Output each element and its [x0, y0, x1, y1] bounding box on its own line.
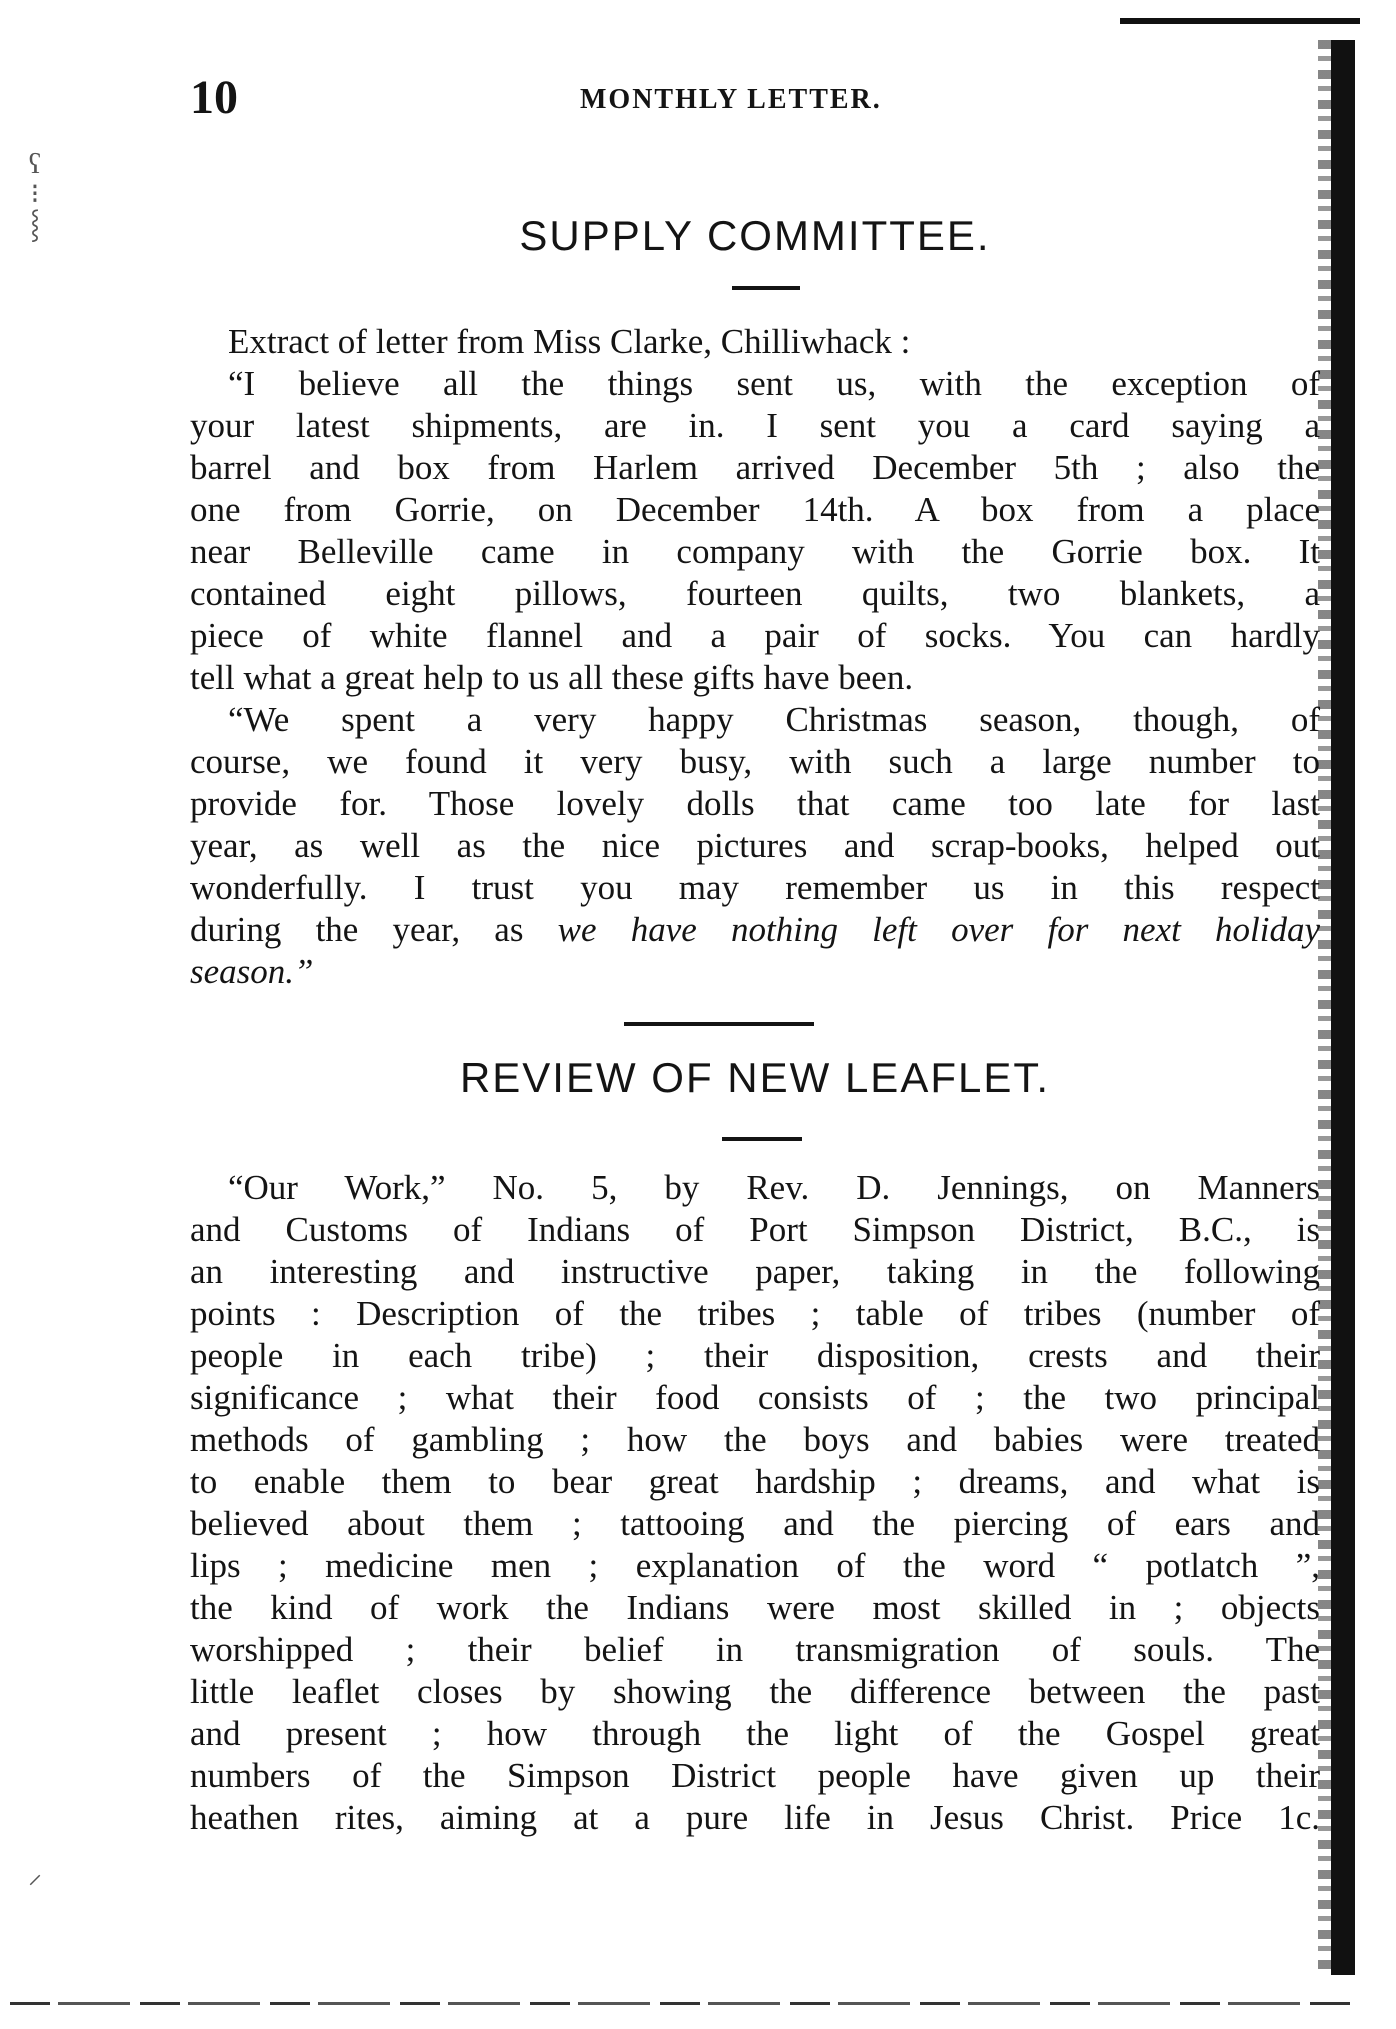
- text-line: barrel and box from Harlem arrived December 5th ; also the: [190, 448, 1320, 487]
- scan-margin-mark: ʕ ⁝ ⸾: [28, 149, 42, 240]
- text-line: points : Description of the tribes ; table of tribes (number of: [190, 1294, 1320, 1333]
- text-line: one from Gorrie, on December 14th. A box from a place: [190, 490, 1320, 529]
- text-line: course, we found it very busy, with such a large number to: [190, 742, 1320, 781]
- supply-committee-body: [190, 321, 1320, 993]
- text-line: little leaflet closes by showing the difference between the past: [190, 1672, 1320, 1711]
- section-divider: [624, 1022, 814, 1026]
- text-line: people in each tribe) ; their disposition, crests and their: [190, 1336, 1320, 1375]
- scan-bottom-edge-mark: [10, 2002, 1350, 2005]
- review-body: [190, 1167, 1320, 1839]
- text-run: during the year, as: [190, 910, 558, 949]
- text-line: “We spent a very happy Christmas season, though, of: [228, 700, 1320, 739]
- text-line: contained eight pillows, fourteen quilts, two blankets, a: [190, 574, 1320, 613]
- text-line: numbers of the Simpson District people have given up their: [190, 1756, 1320, 1795]
- text-line: your latest shipments, are in. I sent you a card saying a: [190, 406, 1320, 445]
- text-line: lips ; medicine men ; explanation of the word “ potlatch ”,: [190, 1546, 1320, 1585]
- page-header: [190, 70, 1320, 130]
- scan-binding-edge: [1331, 40, 1355, 1975]
- text-line: provide for. Those lovely dolls that came too late for last: [190, 784, 1320, 823]
- italic-text-run: we have nothing left over for next holiday: [557, 910, 1320, 949]
- supply-committee-heading: SUPPLY COMMITTEE.: [519, 212, 991, 259]
- page-number: 10: [190, 71, 238, 124]
- text-line: “I believe all the things sent us, with the exception of: [228, 364, 1320, 403]
- text-line: significance ; what their food consists of ; the two principal: [190, 1378, 1320, 1417]
- text-line: worshipped ; their belief in transmigration of souls. The: [190, 1630, 1320, 1669]
- text-line: and Customs of Indians of Port Simpson District, B.C., is: [190, 1210, 1320, 1249]
- review-heading: REVIEW OF NEW LEAFLET.: [459, 1054, 1051, 1101]
- text-line: piece of white flannel and a pair of socks. You can hardly: [190, 616, 1320, 655]
- text-line: [190, 909, 1320, 951]
- text-line: and present ; how through the light of the Gospel great: [190, 1714, 1320, 1753]
- text-line: tell what a great help to us all these gifts have been.: [190, 658, 914, 697]
- text-line: the kind of work the Indians were most skilled in ; objects: [190, 1588, 1320, 1627]
- heading-divider: [722, 1137, 802, 1141]
- text-line: year, as well as the nice pictures and scrap-books, helped out: [190, 826, 1320, 865]
- running-head: MONTHLY LETTER.: [580, 84, 882, 115]
- text-line: near Belleville came in company with the Gorrie box. It: [190, 532, 1320, 571]
- text-line: believed about them ; tattooing and the piercing of ears and: [190, 1504, 1320, 1543]
- heading-divider: [732, 286, 800, 290]
- text-line: heathen rites, aiming at a pure life in Jesus Christ. Price 1c.: [190, 1798, 1320, 1837]
- scan-top-edge-mark: [1120, 18, 1360, 24]
- letter-intro: Extract of letter from Miss Clarke, Chilliwhack :: [228, 322, 911, 361]
- text-line: methods of gambling ; how the boys and babies were treated: [190, 1420, 1320, 1459]
- text-line: “Our Work,” No. 5, by Rev. D. Jennings, on Manners: [228, 1168, 1320, 1207]
- text-line: season.”: [190, 952, 314, 991]
- scan-margin-mark: ⸝: [27, 1859, 42, 1890]
- text-line: to enable them to bear great hardship ; dreams, and what is: [190, 1462, 1320, 1501]
- text-line: an interesting and instructive paper, taking in the following: [190, 1252, 1320, 1291]
- text-line: wonderfully. I trust you may remember us in this respect: [190, 868, 1320, 907]
